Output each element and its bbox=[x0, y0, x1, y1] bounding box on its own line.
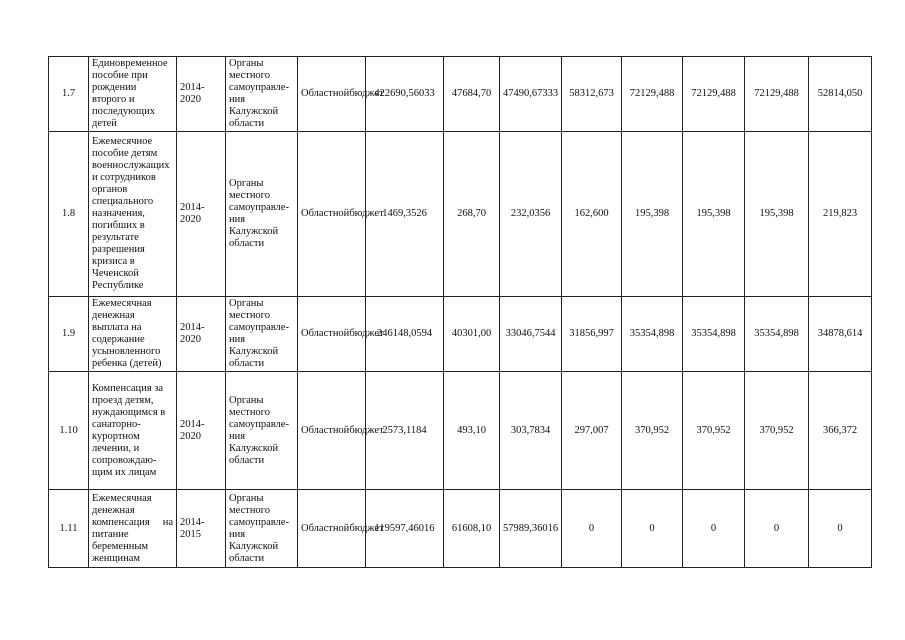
funding-source-line: Областной bbox=[301, 424, 350, 436]
funding-amount-cell: 493,10 bbox=[444, 372, 500, 490]
funding-amount-cell: 0 bbox=[809, 490, 872, 568]
measure-description bbox=[89, 297, 177, 372]
responsible-executor-line: местного bbox=[229, 70, 270, 81]
funding-source bbox=[298, 490, 384, 568]
measure-description-line: органов bbox=[92, 184, 128, 195]
funding-amount-cell: 0 bbox=[683, 490, 745, 568]
funding-source bbox=[298, 297, 384, 372]
funding-amount-cell: 35354,898 bbox=[683, 297, 745, 372]
funding-amount-cell: 52814,050 bbox=[809, 57, 872, 132]
responsible-executor-line: области bbox=[229, 358, 265, 369]
measure-description bbox=[89, 132, 177, 297]
responsible-executor bbox=[226, 297, 298, 372]
implementation-period-line: 2020 bbox=[180, 334, 201, 345]
measure-description-line: проезд детям, bbox=[92, 394, 154, 406]
measure-description-line: специального bbox=[92, 196, 154, 207]
table-row bbox=[49, 372, 872, 490]
row-number: 1.8 bbox=[49, 132, 89, 297]
responsible-executor bbox=[226, 132, 298, 297]
funding-amount-cell: 31856,997 bbox=[562, 297, 622, 372]
implementation-period-line: 2020 bbox=[180, 214, 201, 225]
funding-amount-cell: 57989,36016 bbox=[500, 490, 562, 568]
funding-amount-cell: 0 bbox=[622, 490, 683, 568]
measure-description bbox=[89, 57, 177, 132]
responsible-executor-line: области bbox=[229, 238, 265, 249]
funding-source-line: бюджет bbox=[349, 424, 384, 436]
funding-amount-cell: 119597,46016 bbox=[366, 490, 444, 568]
funding-amount-cell: 195,398 bbox=[745, 132, 809, 297]
implementation-period bbox=[177, 57, 226, 132]
measure-description-line: детей bbox=[92, 118, 117, 129]
funding-amount-cell: 72129,488 bbox=[622, 57, 683, 132]
responsible-executor-line: ния bbox=[229, 430, 246, 442]
responsible-executor bbox=[226, 57, 298, 132]
measure-description-line: денежная bbox=[92, 310, 135, 321]
funding-source bbox=[298, 57, 384, 132]
responsible-executor-line: местного bbox=[229, 504, 270, 516]
measure-description-line: компенсация на bbox=[92, 516, 173, 528]
funding-amount-cell: 34878,614 bbox=[809, 297, 872, 372]
measure-description-line: курортном bbox=[92, 430, 140, 442]
measure-description-line: назначения, bbox=[92, 208, 145, 219]
responsible-executor-line: самоуправле- bbox=[229, 516, 289, 528]
responsible-executor-line: ния bbox=[229, 528, 246, 540]
row-number: 1.7 bbox=[49, 57, 89, 132]
measure-description-line: Ежемесячное bbox=[92, 136, 153, 147]
responsible-executor-line: ния bbox=[229, 214, 246, 225]
row-number: 1.11 bbox=[49, 490, 89, 568]
responsible-executor-line: Калужской bbox=[229, 346, 279, 357]
responsible-executor-line: Органы bbox=[229, 298, 264, 309]
implementation-period-line: 2020 bbox=[180, 430, 201, 442]
row-number: 1.10 bbox=[49, 372, 89, 490]
table-row bbox=[49, 57, 872, 132]
funding-amount-cell: 33046,7544 bbox=[500, 297, 562, 372]
funding-source-line: Областной bbox=[301, 88, 350, 99]
table-body bbox=[49, 57, 872, 568]
funding-amount-cell: 246148,0594 bbox=[366, 297, 444, 372]
implementation-period bbox=[177, 297, 226, 372]
funding-source bbox=[298, 132, 384, 297]
responsible-executor-line: Калужской bbox=[229, 226, 279, 237]
measure-description-line: результате bbox=[92, 232, 139, 243]
funding-amount-cell: 0 bbox=[745, 490, 809, 568]
funding-amount-cell: 370,952 bbox=[683, 372, 745, 490]
funding-amount-cell: 0 bbox=[562, 490, 622, 568]
measure-description-line: женщинам bbox=[92, 552, 141, 564]
table-row bbox=[49, 490, 872, 568]
funding-source-line: бюджет bbox=[349, 328, 384, 339]
measure-description-line: пособие при bbox=[92, 70, 148, 81]
measure-description-line: содержание bbox=[92, 334, 145, 345]
funding-amount-cell: 232,0356 bbox=[500, 132, 562, 297]
measure-description-line: ребенка (детей) bbox=[92, 358, 162, 369]
measure-description-line: Ежемесячная bbox=[92, 298, 152, 309]
implementation-period-line: 2014- bbox=[180, 418, 205, 430]
implementation-period-line: 2020 bbox=[180, 94, 201, 105]
funding-amount-cell: 366,372 bbox=[809, 372, 872, 490]
measure-description-line: разрешения bbox=[92, 244, 145, 255]
responsible-executor-line: Органы bbox=[229, 394, 264, 406]
funding-amount-cell: 422690,56033 bbox=[366, 57, 444, 132]
funding-amount-cell: 58312,673 bbox=[562, 57, 622, 132]
table-row bbox=[49, 132, 872, 297]
funding-amount-cell: 195,398 bbox=[622, 132, 683, 297]
funding-source-line: Областной bbox=[301, 328, 350, 339]
responsible-executor-line: Калужской bbox=[229, 540, 279, 552]
table-row bbox=[49, 297, 872, 372]
funding-source-line: Областной bbox=[301, 522, 350, 534]
responsible-executor bbox=[226, 372, 298, 490]
responsible-executor-line: местного bbox=[229, 406, 270, 418]
funding-amount-cell: 268,70 bbox=[444, 132, 500, 297]
funding-source-line: бюджет bbox=[349, 88, 384, 99]
funding-amount-cell: 195,398 bbox=[683, 132, 745, 297]
implementation-period-line: 2014- bbox=[180, 82, 205, 93]
measure-description-line: санаторно- bbox=[92, 418, 141, 430]
measure-description-line: усыновленного bbox=[92, 346, 161, 357]
implementation-period bbox=[177, 490, 226, 568]
funding-amount-cell: 47490,67333 bbox=[500, 57, 562, 132]
measure-description-line: Ежемесячная bbox=[92, 492, 152, 504]
funding-amount-cell: 370,952 bbox=[745, 372, 809, 490]
responsible-executor-line: области bbox=[229, 454, 265, 466]
responsible-executor bbox=[226, 490, 298, 568]
funding-source-line: Областной bbox=[301, 208, 350, 219]
responsible-executor-line: области bbox=[229, 118, 265, 129]
responsible-executor-line: Калужской bbox=[229, 106, 279, 117]
implementation-period-line: 2014- bbox=[180, 322, 205, 333]
funding-source-line: бюджет bbox=[349, 522, 384, 534]
funding-source bbox=[298, 372, 384, 490]
row-number: 1.9 bbox=[49, 297, 89, 372]
implementation-period bbox=[177, 132, 226, 297]
measure-description-line: погибших в bbox=[92, 220, 145, 231]
measure-description-line: лечении, и bbox=[92, 442, 140, 454]
measure-description-line: выплата на bbox=[92, 322, 142, 333]
measure-description-line: денежная bbox=[92, 504, 135, 516]
responsible-executor-line: самоуправле- bbox=[229, 202, 289, 213]
responsible-executor-line: ния bbox=[229, 94, 246, 105]
funding-amount-cell: 2573,1184 bbox=[366, 372, 444, 490]
responsible-executor-line: местного bbox=[229, 310, 270, 321]
responsible-executor-line: самоуправле- bbox=[229, 322, 289, 333]
measure-description-line: последующих bbox=[92, 106, 155, 117]
implementation-period-line: 2014- bbox=[180, 516, 205, 528]
funding-amount-cell: 40301,00 bbox=[444, 297, 500, 372]
implementation-period-line: 2015 bbox=[180, 528, 201, 540]
measure-description-line: Чеченской bbox=[92, 268, 139, 279]
responsible-executor-line: Органы bbox=[229, 492, 264, 504]
funding-amount-cell: 47684,70 bbox=[444, 57, 500, 132]
implementation-period-line: 2014- bbox=[180, 202, 205, 213]
measure-description-line: пособие детям bbox=[92, 148, 158, 159]
funding-amount-cell: 1469,3526 bbox=[366, 132, 444, 297]
measure-description-line: щим их лицам bbox=[92, 466, 157, 478]
measure-description-line: нуждающимся в bbox=[92, 406, 166, 418]
funding-amount-cell: 72129,488 bbox=[683, 57, 745, 132]
measure-description-line: и сотрудников bbox=[92, 172, 156, 183]
measure-description-line: рождении bbox=[92, 82, 137, 93]
funding-amount-cell: 219,823 bbox=[809, 132, 872, 297]
responsible-executor-line: местного bbox=[229, 190, 270, 201]
measure-description-line: военнослужащих bbox=[92, 160, 170, 171]
funding-amount-cell: 162,600 bbox=[562, 132, 622, 297]
measure-description-line: Компенсация за bbox=[92, 382, 164, 394]
budget-table bbox=[48, 56, 872, 568]
measure-description-line: кризиса в bbox=[92, 256, 135, 267]
measure-description-line: Республике bbox=[92, 280, 144, 291]
measure-description-line: Единовременное bbox=[92, 58, 168, 69]
responsible-executor-line: Органы bbox=[229, 58, 264, 69]
responsible-executor-line: Калужской bbox=[229, 442, 279, 454]
funding-amount-cell: 72129,488 bbox=[745, 57, 809, 132]
responsible-executor-line: Органы bbox=[229, 178, 264, 189]
measure-description-line: питание bbox=[92, 528, 129, 540]
measure-description-line: второго и bbox=[92, 94, 135, 105]
responsible-executor-line: самоуправле- bbox=[229, 82, 289, 93]
implementation-period bbox=[177, 372, 226, 490]
funding-amount-cell: 35354,898 bbox=[745, 297, 809, 372]
measure-description bbox=[89, 372, 177, 490]
funding-amount-cell: 370,952 bbox=[622, 372, 683, 490]
funding-amount-cell: 297,007 bbox=[562, 372, 622, 490]
funding-amount-cell: 61608,10 bbox=[444, 490, 500, 568]
measure-description-line: сопровождаю- bbox=[92, 454, 157, 466]
responsible-executor-line: области bbox=[229, 552, 265, 564]
responsible-executor-line: самоуправле- bbox=[229, 418, 289, 430]
responsible-executor-line: ния bbox=[229, 334, 246, 345]
measure-description bbox=[89, 490, 177, 568]
measure-description-line: беременным bbox=[92, 540, 149, 552]
funding-amount-cell: 35354,898 bbox=[622, 297, 683, 372]
funding-amount-cell: 303,7834 bbox=[500, 372, 562, 490]
funding-source-line: бюджет bbox=[349, 208, 384, 219]
